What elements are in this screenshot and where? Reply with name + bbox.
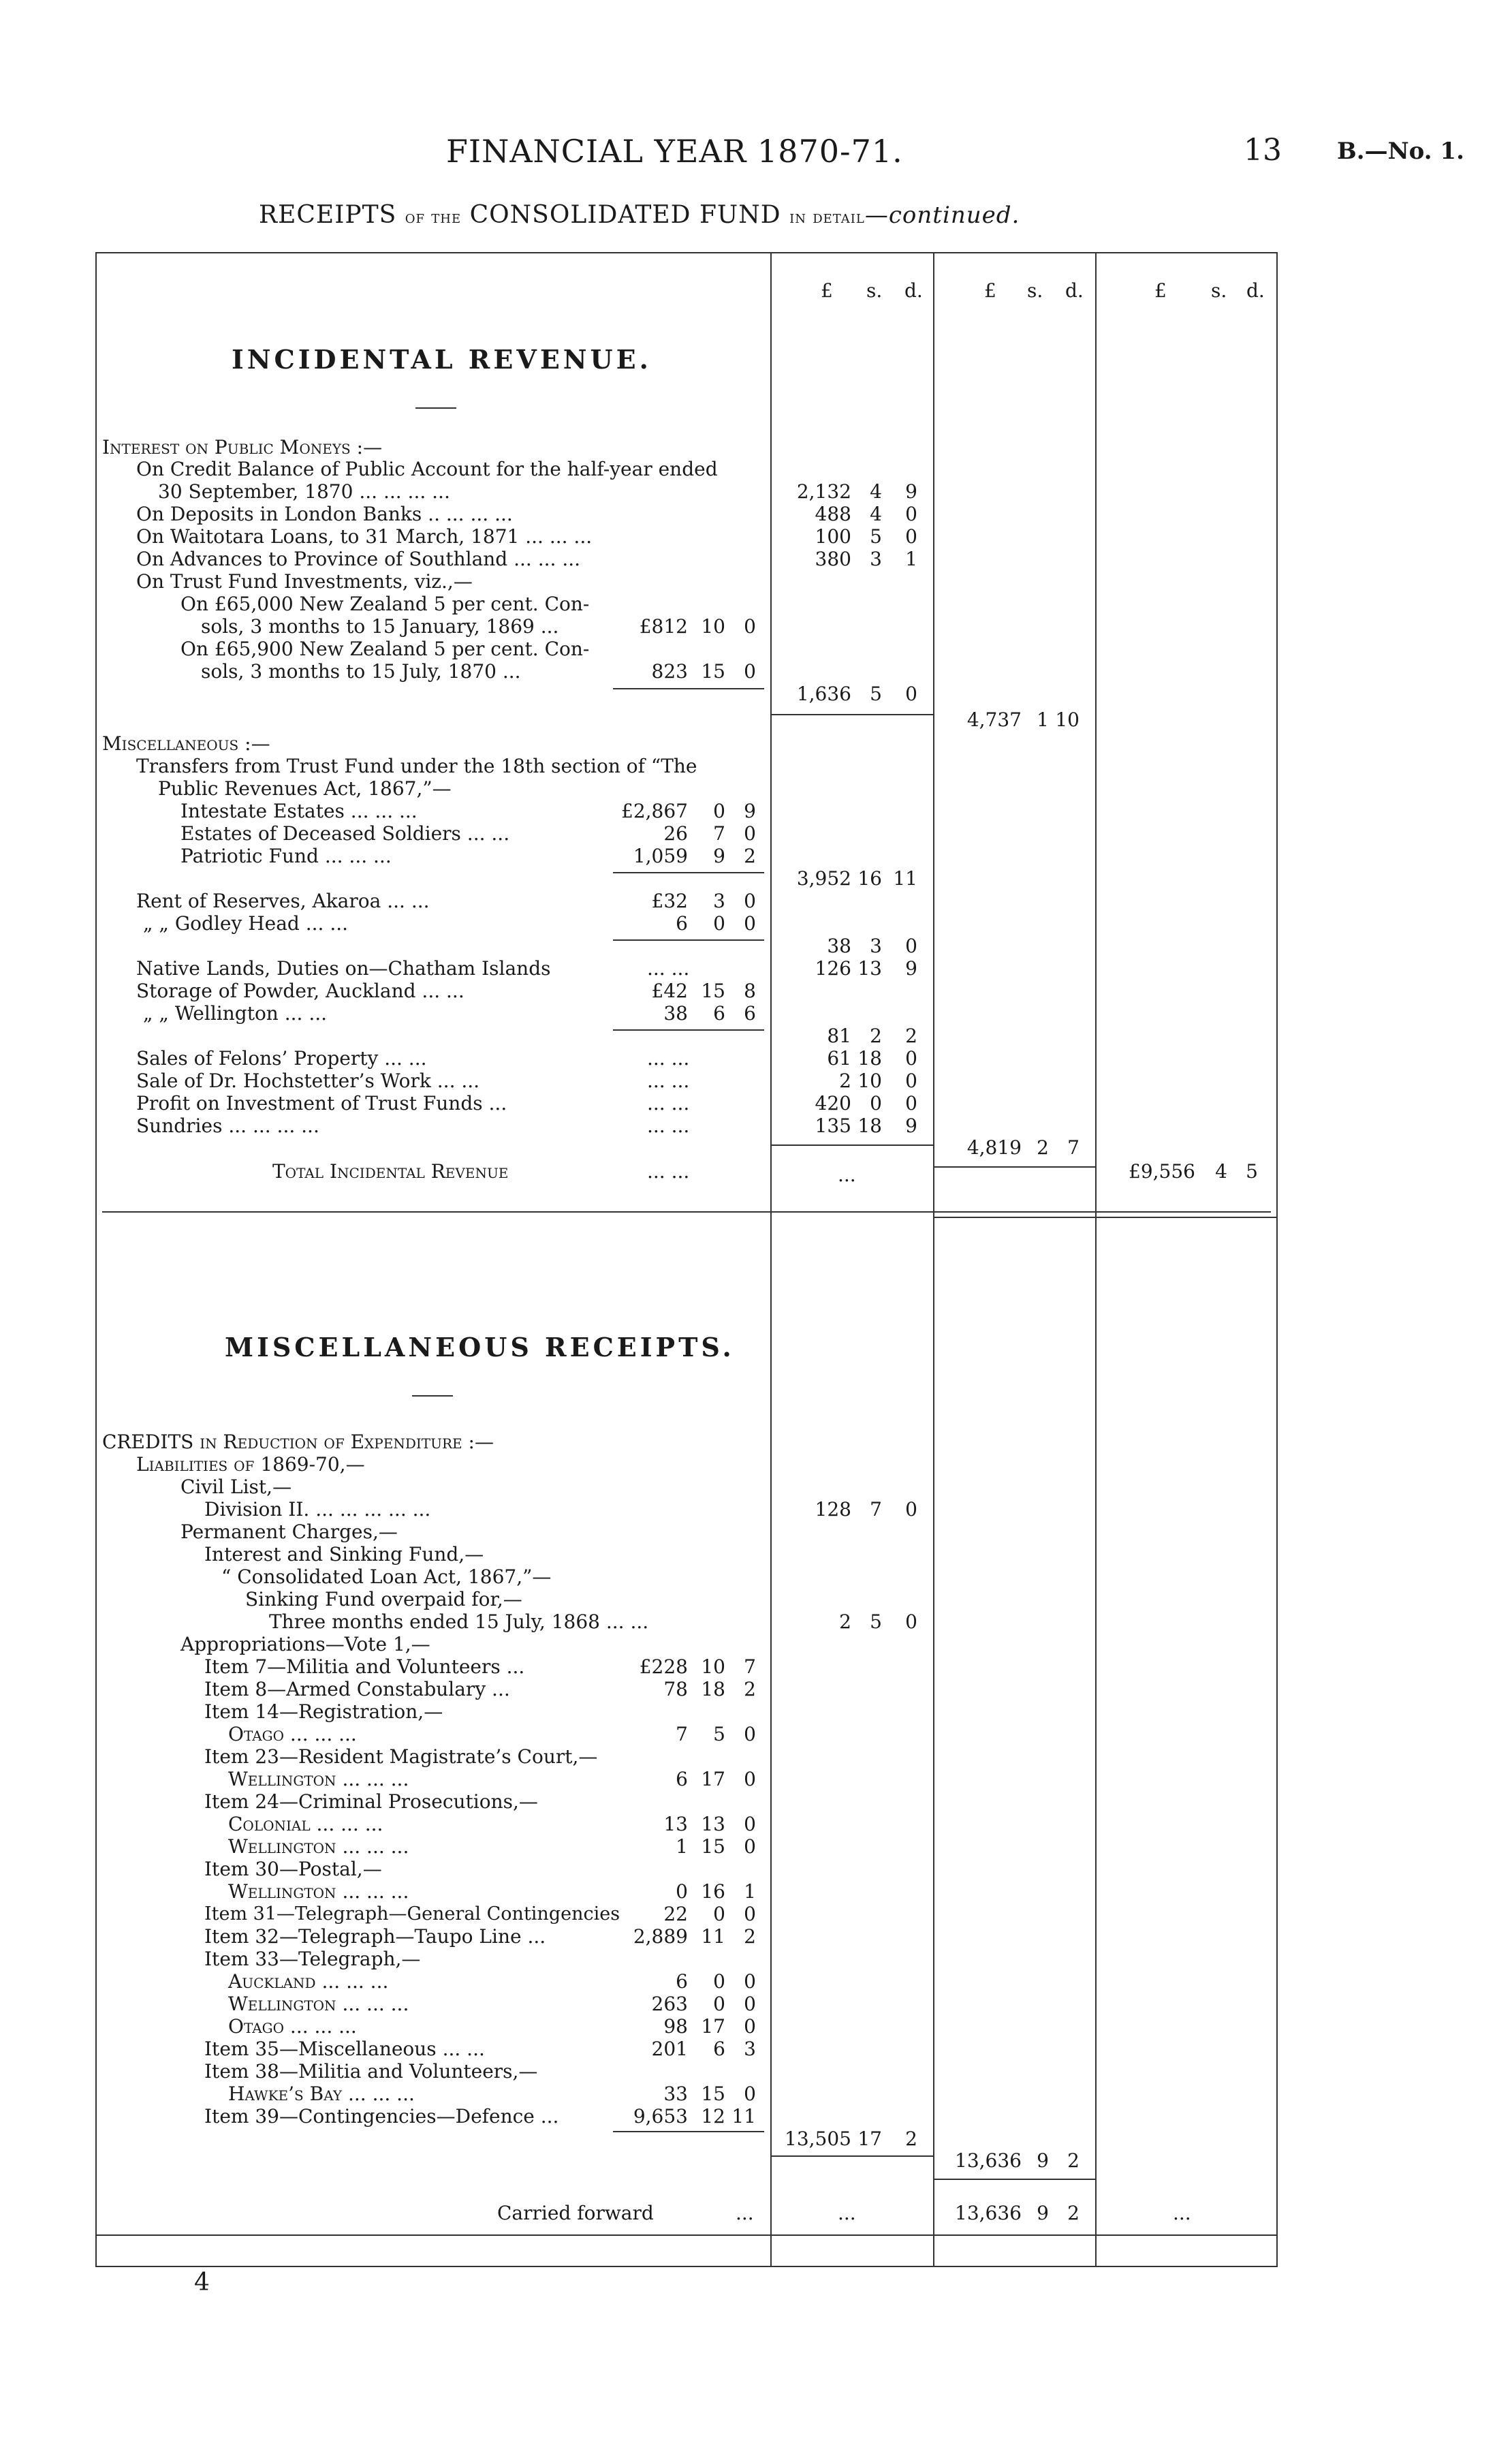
receipt-line: Permanent Charges,— [180,1521,398,1543]
credits-word: CREDITS [102,1431,194,1453]
subtitle-of-the: of the [405,207,462,228]
col2-amount: 13,636 [955,2149,1022,2172]
receipt-line: Item 32—Telegraph—Taupo Line ... [204,1925,546,1948]
inner-amount: 33 [663,2083,688,2105]
misc-line: „ „ Godley Head ... ... [143,912,349,935]
col1-amount: 4 [870,503,882,525]
inner-amount: 263 [651,1993,688,2015]
col1-amount: 2 [870,1025,882,1047]
col1-amount: 0 [905,1047,917,1070]
subtitle-in-detail: in detail [789,207,865,228]
carried-col2: 9 [1037,2202,1049,2224]
total-incidental-label: Total Incidental Revenue [272,1160,509,1183]
inner-amount: 0 [744,660,756,683]
inner-amount: 0 [744,2015,756,2038]
col2-amount: 10 [1055,708,1080,731]
inner-rule [613,2131,764,2132]
misc-receipts-heading: MISCELLANEOUS RECEIPTS. [225,1332,735,1362]
grand-total: £9,556 [1129,1160,1195,1183]
inner-amount: 6 [713,2038,725,2060]
col1-amount: 38 [827,935,851,957]
dots: ... ... [647,1047,690,1070]
col1-amount: 5 [870,525,882,548]
inner-amount: 15 [701,660,725,683]
receipt-line: “ Consolidated Loan Act, 1867,”— [221,1565,552,1588]
inner-amount: 78 [663,1678,688,1700]
inner-amount: 0 [744,2083,756,2105]
inner-amount: £42 [651,980,688,1002]
misc-line: Sale of Dr. Hochstetter’s Work ... ... [136,1070,480,1092]
interest-line: On Trust Fund Investments, viz.,— [136,570,473,593]
inner-amount: 6 [676,912,688,935]
inner-amount: 0 [713,1970,725,1993]
inner-amount: 11 [731,2105,756,2128]
col1-amount: 16 [857,867,882,890]
col1-amount: 126 [815,957,851,980]
interest-line: sols, 3 months to 15 July, 1870 ... [201,660,521,683]
misc-line: Storage of Powder, Auckland ... ... [136,980,464,1002]
subtitle-continued: —continued. [864,202,1020,229]
credits-rest: in Reduction of Expenditure :— [200,1431,494,1453]
inner-amount: 38 [663,1002,688,1025]
col1-amount: 3 [870,935,882,957]
col2-pound: £ [984,279,996,302]
inner-amount: 3 [744,2038,756,2060]
interest-line: On Deposits in London Banks .. ... ... ... [136,503,513,525]
dots: ... ... [647,1115,690,1137]
inner-amount: 15 [701,2083,725,2105]
col1-amount: 380 [815,548,851,570]
receipt-line: Item 7—Militia and Volunteers ... [204,1655,525,1678]
inner-amount: 22 [663,1903,688,1925]
inner-amount: 0 [744,890,756,912]
inner-amount: 0 [676,1880,688,1903]
inner-amount: 7 [713,822,725,845]
inner-amount: 16 [701,1880,725,1903]
receipt-line: Item 38—Militia and Volunteers,— [204,2060,538,2083]
col1-amount: 1 [905,548,917,570]
receipt-line: Colonial ... ... ... [228,1813,383,1835]
col1-amount: 2,132 [796,480,851,503]
col1-amount: 0 [905,935,917,957]
carried-col2: 13,636 [955,2202,1022,2224]
inner-amount: 11 [701,1925,725,1948]
inner-amount: £812 [639,615,688,638]
col1-amount: 0 [905,683,917,705]
inner-amount: 6 [713,1002,725,1025]
col1-amount: 100 [815,525,851,548]
receipt-line: Item 31—Telegraph—General Contingencies [204,1903,620,1925]
col2-rule-h [933,2179,1095,2180]
receipt-line: Wellington ... ... ... [228,1993,409,2015]
col1-amount: 2 [905,1025,917,1047]
inner-amount: 1 [676,1835,688,1858]
receipt-line: Item 30—Postal,— [204,1858,382,1880]
col1-amount: 9 [905,480,917,503]
receipt-line: Item 35—Miscellaneous ... ... [204,2038,485,2060]
col1-amount: 1,636 [796,683,851,705]
carried-col3: ... [1173,2202,1191,2224]
col1-amount: 17 [857,2128,882,2150]
col1-amount: 5 [870,683,882,705]
col1-pound: £ [821,279,833,302]
misc-heading: Miscellaneous :— [102,732,270,755]
inner-amount: 2 [744,1925,756,1948]
inner-amount: 8 [744,980,756,1002]
col1-amount: 9 [905,1115,917,1137]
table-left-rule [95,252,97,2266]
col1-pence: d. [904,279,923,302]
receipt-line: Wellington ... ... ... [228,1835,409,1858]
receipt-line: Three months ended 15 July, 1868 ... ... [269,1610,649,1633]
col2-amount: 1 [1037,708,1049,731]
col1-amount: 2 [839,1610,851,1633]
receipt-line: Item 14—Registration,— [204,1700,443,1723]
inner-amount: 10 [701,615,725,638]
col3-pence: d. [1246,279,1265,302]
misc-line: Estates of Deceased Soldiers ... ... [180,822,510,845]
col1-amount: 13 [857,957,882,980]
inner-rule [613,939,764,941]
inner-amount: 0 [713,800,725,822]
inner-amount: 26 [663,822,688,845]
dots: ... ... [647,957,690,980]
inner-amount: 9,653 [633,2105,688,2128]
col1-amount: 0 [905,1070,917,1092]
col1-amount: 0 [905,1610,917,1633]
col1-amount: 2 [839,1070,851,1092]
incidental-heading: INCIDENTAL REVENUE. [232,344,652,375]
misc-line: Native Lands, Duties on—Chatham Islands [136,957,551,980]
table-right-rule [1276,252,1278,2266]
inner-amount: 7 [676,1723,688,1745]
col2-amount: 7 [1067,1136,1080,1159]
inner-amount: £32 [651,890,688,912]
inner-amount: 7 [744,1655,756,1678]
interest-heading: Interest on Public Moneys :— [102,436,383,458]
subtitle-fund: CONSOLIDATED FUND [469,201,781,229]
receipt-line: Liabilities of 1869-70,— [136,1453,365,1476]
interest-line: On Advances to Province of Southland ... ... ... [136,548,581,570]
dots: ... ... [647,1070,690,1092]
col1-amount: 3 [870,548,882,570]
col1-shilling: s. [866,279,883,302]
col1-amount: 4 [870,480,882,503]
section-number: B.—No. 1. [1337,138,1464,165]
col2-amount: 2 [1037,1136,1049,1159]
receipt-line: Item 23—Resident Magistrate’s Court,— [204,1745,598,1768]
inner-amount: 13 [663,1813,688,1835]
dots: ... [736,2202,754,2224]
col1-amount: 0 [870,1092,882,1115]
interest-line: On £65,000 New Zealand 5 per cent. Con- [180,593,590,615]
section-separator-col2 [933,1217,1095,1218]
receipt-line: Hawke’s Bay ... ... ... [228,2083,415,2105]
receipt-line: Auckland ... ... ... [228,1970,389,1993]
interest-line: sols, 3 months to 15 January, 1869 ... [201,615,559,638]
col1-amount: 61 [827,1047,851,1070]
inner-rule [613,872,764,873]
col2-rule-h [933,1166,1095,1168]
col3-pound: £ [1154,279,1167,302]
col1-rule-h [770,714,933,715]
inner-amount: 201 [651,2038,688,2060]
col3-rule [1095,252,1097,2266]
inner-amount: 823 [651,660,688,683]
inner-amount: 0 [744,1835,756,1858]
dots: ... [838,1164,856,1186]
col1-amount: 488 [815,503,851,525]
inner-amount: 0 [744,1768,756,1790]
col1-amount: 420 [815,1092,851,1115]
misc-line: Rent of Reserves, Akaroa ... ... [136,890,430,912]
inner-amount: 0 [713,912,725,935]
inner-amount: 0 [744,1813,756,1835]
misc-line: „ „ Wellington ... ... [143,1002,328,1025]
receipt-line: Civil List,— [180,1476,292,1498]
interest-line: On Credit Balance of Public Account for the half-year ended [136,458,718,480]
inner-amount: 2 [744,1678,756,1700]
grand-total: 5 [1246,1160,1258,1183]
misc-line: Public Revenues Act, 1867,”— [158,777,452,800]
inner-rule [613,1029,764,1031]
printer-signature-mark: 4 [194,2269,210,2296]
receipt-line: Appropriations—Vote 1,— [180,1633,430,1655]
col2-shilling: s. [1027,279,1043,302]
col1-rule-h [770,1144,933,1146]
inner-amount: 2 [744,845,756,867]
misc-line: Intestate Estates ... ... ... [180,800,418,822]
inner-amount: 0 [744,912,756,935]
col1-amount: 9 [905,957,917,980]
inner-amount: 1,059 [633,845,688,867]
col2-amount: 4,737 [966,708,1022,731]
inner-amount: 0 [744,1993,756,2015]
inner-amount: 9 [744,800,756,822]
inner-amount: 6 [744,1002,756,1025]
inner-amount: 0 [744,822,756,845]
receipt-line: Otago ... ... ... [228,1723,357,1745]
col1-amount: 0 [905,503,917,525]
col1-amount: 0 [905,1498,917,1521]
inner-amount: £228 [639,1655,688,1678]
inner-amount: 18 [701,1678,725,1700]
inner-amount: 0 [744,615,756,638]
receipt-line: Otago ... ... ... [228,2015,357,2038]
inner-amount: 6 [676,1970,688,1993]
inner-amount: 10 [701,1655,725,1678]
col2-amount: 2 [1067,2149,1080,2172]
inner-amount: 2,889 [633,1925,688,1948]
col3-shilling: s. [1211,279,1227,302]
subtitle-receipts: RECEIPTS [259,201,397,229]
misc-line: Patriotic Fund ... ... ... [180,845,392,867]
col1-amount: 18 [857,1047,882,1070]
inner-amount: 17 [701,1768,725,1790]
receipt-line: Division II. ... ... ... ... ... [204,1498,431,1521]
misc-line: Transfers from Trust Fund under the 18th section of “The [136,755,697,777]
section-separator-col3 [1095,1217,1276,1218]
col1-amount: 0 [905,1092,917,1115]
carried-col2: 2 [1067,2202,1080,2224]
col2-pence: d. [1065,279,1084,302]
col2-amount: 4,819 [966,1136,1022,1159]
carried-forward-label: Carried forward [497,2202,654,2224]
receipt-line: Wellington ... ... ... [228,1880,409,1903]
inner-amount: 0 [744,1903,756,1925]
misc-line: Sundries ... ... ... ... [136,1115,319,1137]
col1-amount: 3,952 [796,867,851,890]
section-separator [102,1211,1271,1213]
receipt-line: Item 8—Armed Constabulary ... [204,1678,510,1700]
inner-amount: £2,867 [621,800,688,822]
carried-col1: ... [838,2202,856,2224]
inner-amount: 0 [744,1970,756,1993]
inner-amount: 15 [701,1835,725,1858]
receipt-line: Item 24—Criminal Prosecutions,— [204,1790,538,1813]
inner-amount: 9 [713,845,725,867]
inner-rule [613,688,764,689]
inner-amount: 3 [713,890,725,912]
col1-rule [770,252,772,2266]
col1-amount: 10 [857,1070,882,1092]
col1-rule-h [770,2155,933,2157]
inner-amount: 0 [713,1993,725,2015]
inner-amount: 17 [701,2015,725,2038]
page-title: FINANCIAL YEAR 1870-71. [446,133,903,170]
page-number: 13 [1244,133,1282,168]
col1-amount: 81 [827,1025,851,1047]
col1-amount: 5 [870,1610,882,1633]
inner-amount: 15 [701,980,725,1002]
col1-amount: 13,505 [785,2128,851,2150]
inner-amount: 1 [744,1880,756,1903]
misc-line: Profit on Investment of Trust Funds ... [136,1092,507,1115]
inner-amount: 6 [676,1768,688,1790]
receipt-line: Sinking Fund overpaid for,— [245,1588,522,1610]
interest-line: On £65,900 New Zealand 5 per cent. Con- [180,638,590,660]
col1-amount: 2 [905,2128,917,2150]
credits-heading [102,1431,494,1454]
inner-amount: 0 [713,1903,725,1925]
inner-amount: 5 [713,1723,725,1745]
dots: ... ... [647,1092,690,1115]
table-bottom-rule [95,2266,1278,2267]
receipt-line: Interest and Sinking Fund,— [204,1543,484,1565]
col1-amount: 11 [893,867,917,890]
section-divider [412,1395,453,1397]
col1-amount: 0 [905,525,917,548]
dots: ... ... [647,1160,690,1183]
inner-amount: 98 [663,2015,688,2038]
interest-line: 30 September, 1870 ... ... ... ... [158,480,450,503]
table-top-rule [95,252,1278,253]
section-divider [415,407,456,409]
page-subtitle [259,201,1020,229]
inner-amount: 0 [744,1723,756,1745]
grand-total: 4 [1215,1160,1227,1183]
inner-amount: 12 [701,2105,725,2128]
carried-rule [95,2234,1278,2236]
col1-amount: 135 [815,1115,851,1137]
col1-amount: 7 [870,1498,882,1521]
receipt-line: Item 33—Telegraph,— [204,1948,421,1970]
receipt-line: Item 39—Contingencies—Defence ... [204,2105,559,2128]
col1-amount: 18 [857,1115,882,1137]
col2-rule [933,252,934,2266]
inner-amount: 13 [701,1813,725,1835]
misc-line: Sales of Felons’ Property ... ... [136,1047,427,1070]
receipt-line: Wellington ... ... ... [228,1768,409,1790]
col2-amount: 9 [1037,2149,1049,2172]
col1-amount: 128 [815,1498,851,1521]
interest-line: On Waitotara Loans, to 31 March, 1871 ... ... ... [136,525,593,548]
